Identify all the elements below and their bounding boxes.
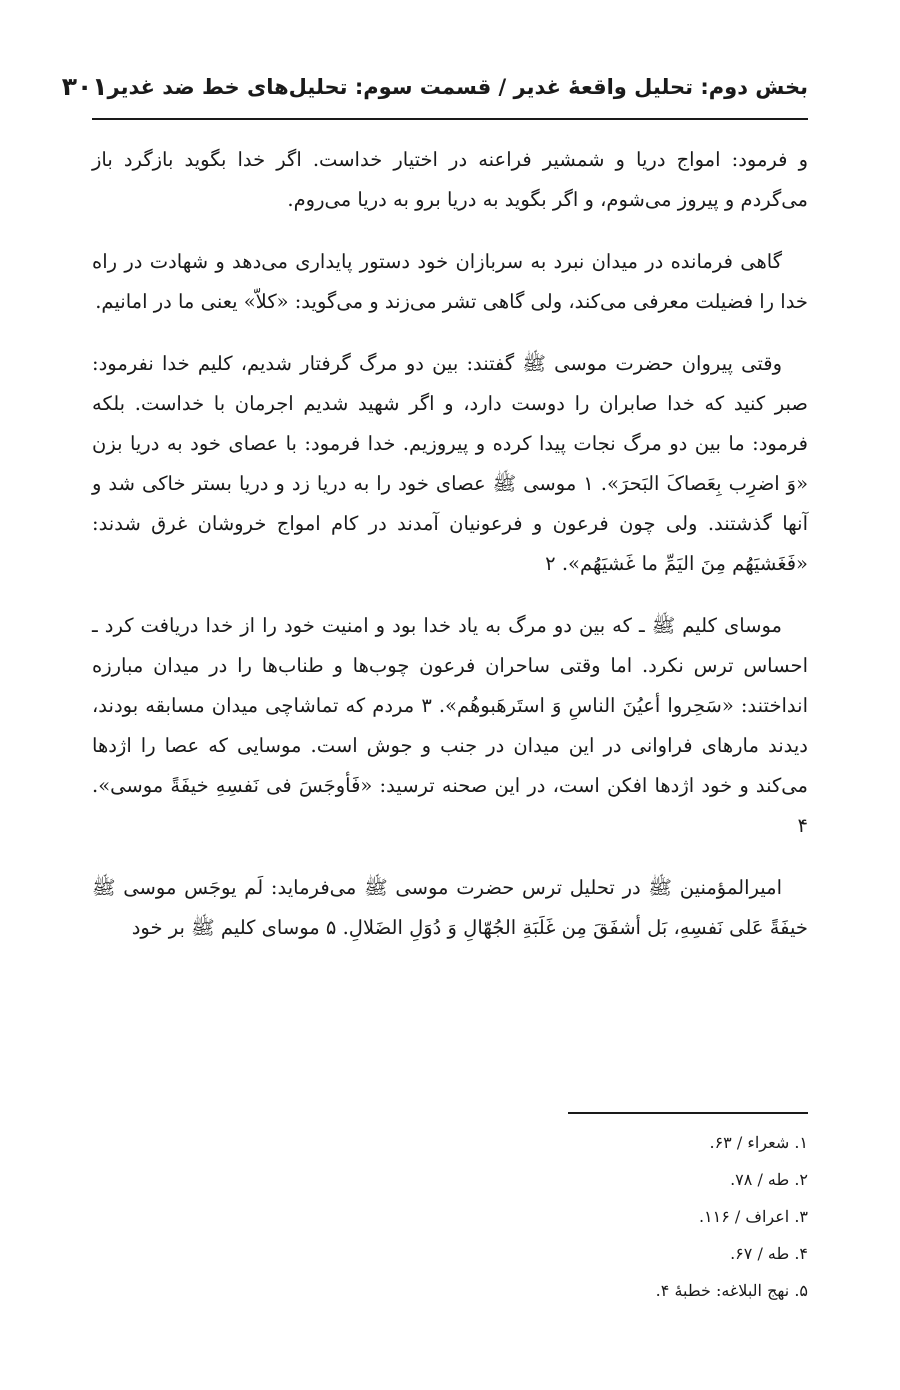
page-number: ۳۰۱ <box>61 72 108 101</box>
footnotes-list <box>92 1124 808 1309</box>
paragraph: گاهی فرمانده در میدان نبرد به سربازان خود دستور پایداری می‌دهد و شهادت در راه خدا را فضیلت معرفی می‌کند، ولی گاهی تشر می‌زند و می‌گوید: «کلاّ» یعنی ما در امانیم. <box>92 250 808 313</box>
footnote: ۵. نهج البلاغه: خطبهٔ ۴. <box>655 1281 808 1300</box>
footnote: ۲. طه / ۷۸. <box>730 1170 808 1189</box>
footnote-divider <box>568 1112 808 1114</box>
paragraph: وقتی پیروان حضرت موسی ﷺ گفتند: بین دو مرگ گرفتار شدیم، کلیم خدا نفرمود: صبر کنید که خدا صابران را دوست دارد، و اگر شهید شدیم اجرمان با خداست. بلکه فرمود: ما بین دو مرگ نجات پیدا کرده و پیروزیم. خدا فرمود: با عصای خود به دریا بزن «وَ اضرِب بِعَصاکَ البَحرَ». ۱ موسی ﷺ عصای خود را به دریا زد و دریا بستر خاکی شد و آنها گذشتند. ولی چون فرعون و فرعونیان آمدند در کام امواج خروشان غرق شدند: «فَغَشیَهُم مِنَ الیَمِّ ما غَشیَهُم». ۲ <box>92 352 809 575</box>
paragraph: و فرمود: امواج دریا و شمشیر فراعنه در اختیار خداست. اگر خدا بگوید بازگرد باز می‌گردم و پیروز می‌شوم، و اگر بگوید به دریا برو به دریا می‌روم. <box>92 148 808 211</box>
header-title: بخش دوم: تحلیل واقعهٔ غدیر / قسمت سوم: تحلیل‌های خط ضد غدیر <box>107 75 808 99</box>
running-header <box>61 70 808 120</box>
paragraph: امیرالمؤمنین ﷺ در تحلیل ترس حضرت موسی ﷺ می‌فرماید: لَم یوجَس موسی ﷺ خیفَةً عَلی نَفسِهِ، بَل أشفَقَ مِن غَلَبَةِ الجُهّالِ وَ دُوَلِ الضَلالِ. ۵ موسای کلیم ﷺ بر خود <box>92 876 808 939</box>
footnote: ۱. شعراء / ۶۳. <box>709 1133 808 1152</box>
footnote: ۳. اعراف / ۱۱۶. <box>698 1207 808 1226</box>
body-text <box>92 140 808 970</box>
paragraph: موسای کلیم ﷺ ـ که بین دو مرگ به یاد خدا بود و امنیت خود را از خدا دریافت کرد ـ احساس ترس نکرد. اما وقتی ساحران فرعون چوب‌ها و طناب‌ها را در میدان مبارزه انداختند: «سَحِروا أعیُنَ الناسِ وَ استَرهَبوهُم». ۳ مردم که تماشاچی میدان مسابقه بودند، دیدند مارهای فراوانی در این میدان در جنب و جوش است. موسایی که عصا را اژدها می‌کند و خود اژدها افکن است، در این صحنه ترسید: «فَأوجَسَ فی نَفسِهِ خیفَةً موسی». ۴ <box>92 614 808 837</box>
footnote: ۴. طه / ۶۷. <box>730 1244 808 1263</box>
